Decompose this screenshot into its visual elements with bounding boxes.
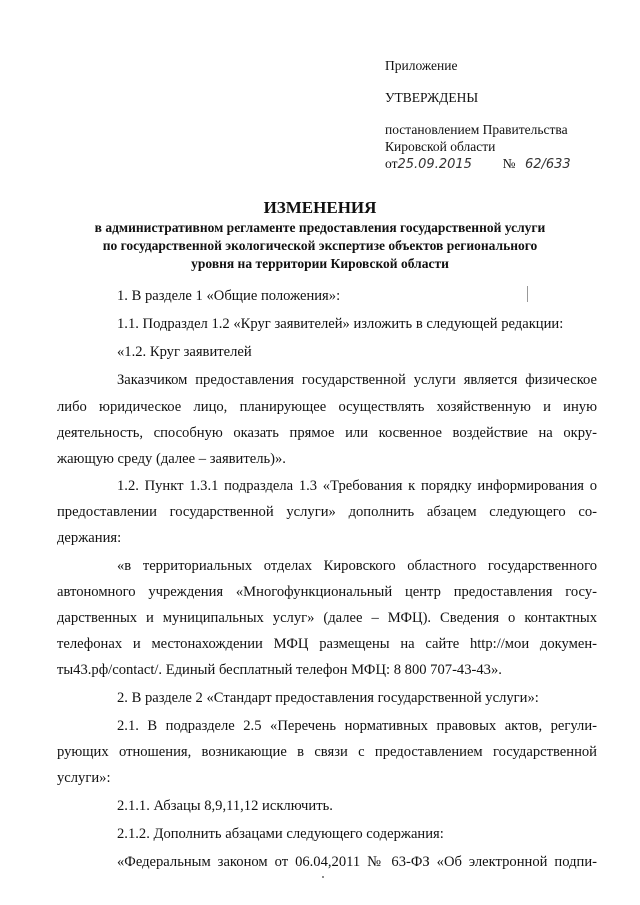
body-line: жающую среду (далее – заявитель)». (57, 451, 286, 467)
decree-line-2: Кировской области (385, 139, 496, 154)
decree-line-1: постановлением Правительства (385, 122, 568, 137)
margin-mark (527, 286, 528, 302)
scan-speck (322, 876, 324, 878)
body-line: 1. В разделе 1 «Общие положения»: (117, 288, 341, 304)
title-line-1: в административном регламенте предоставления государственной услуги (94, 220, 546, 235)
body-line: держания: (57, 530, 122, 546)
body-line: рующих отношения, возникающие в связи с предоставлением государственной (57, 744, 597, 760)
document-title: ИЗМЕНЕНИЯ (263, 198, 377, 217)
body-line: услуги»: (57, 770, 111, 786)
body-line: Заказчиком предоставления государственной услуги является физическое (117, 372, 597, 388)
body-line: 2.1.2. Дополнить абзацами следующего содержания: (117, 826, 444, 842)
date-prefix: от (385, 156, 398, 171)
decree-date-line (385, 156, 571, 172)
appendix-label: Приложение (385, 58, 458, 73)
body-line: телефонах и местонахождении МФЦ размещены на сайте http://мои докумен- (57, 636, 597, 652)
body-line: деятельность, способную оказать прямое или косвенное воздействие на окру- (57, 425, 597, 441)
body-line: ты43.рф/contact/. Единый бесплатный телефон МФЦ: 8 800 707-43-43». (57, 662, 502, 678)
title-line-2: по государственной экологической экспертизе объектов регионального (102, 238, 538, 253)
body-line: 2.1. В подразделе 2.5 «Перечень нормативных правовых актов, регули- (117, 718, 597, 734)
body-line: предоставлении государственной услуги» дополнить абзацем следующего со- (57, 504, 597, 520)
body-line: автономного учреждения «Многофункциональный центр предоставления госу- (57, 584, 597, 600)
body-line: 2.1.1. Абзацы 8,9,11,12 исключить. (117, 798, 333, 814)
body-line: «Федеральным законом от 06.04,2011 № 63-ФЗ «Об электронной подпи- (117, 854, 597, 870)
title-line-3: уровня на территории Кировской области (191, 256, 449, 271)
body-line: либо юридическое лицо, планирующее осуществлять хозяйственную и иную (57, 399, 597, 415)
body-line: 2. В разделе 2 «Стандарт предоставления государственной услуги»: (117, 690, 539, 706)
approved-label: УТВЕРЖДЕНЫ (385, 90, 479, 105)
number-prefix: № (502, 156, 516, 171)
body-line: «в территориальных отделах Кировского областного государственного (117, 558, 597, 574)
body-line: 1.2. Пункт 1.3.1 подраздела 1.3 «Требования к порядку информирования о (117, 478, 597, 494)
body-line: дарственных и муниципальных услуг» (далее – МФЦ). Сведения о контактных (57, 610, 597, 626)
handwritten-number: 62/633 (524, 157, 571, 172)
handwritten-date: 25.09.2015 (397, 157, 472, 172)
body-line: «1.2. Круг заявителей (117, 344, 252, 360)
body-line: 1.1. Подраздел 1.2 «Круг заявителей» изложить в следующей редакции: (117, 316, 564, 332)
